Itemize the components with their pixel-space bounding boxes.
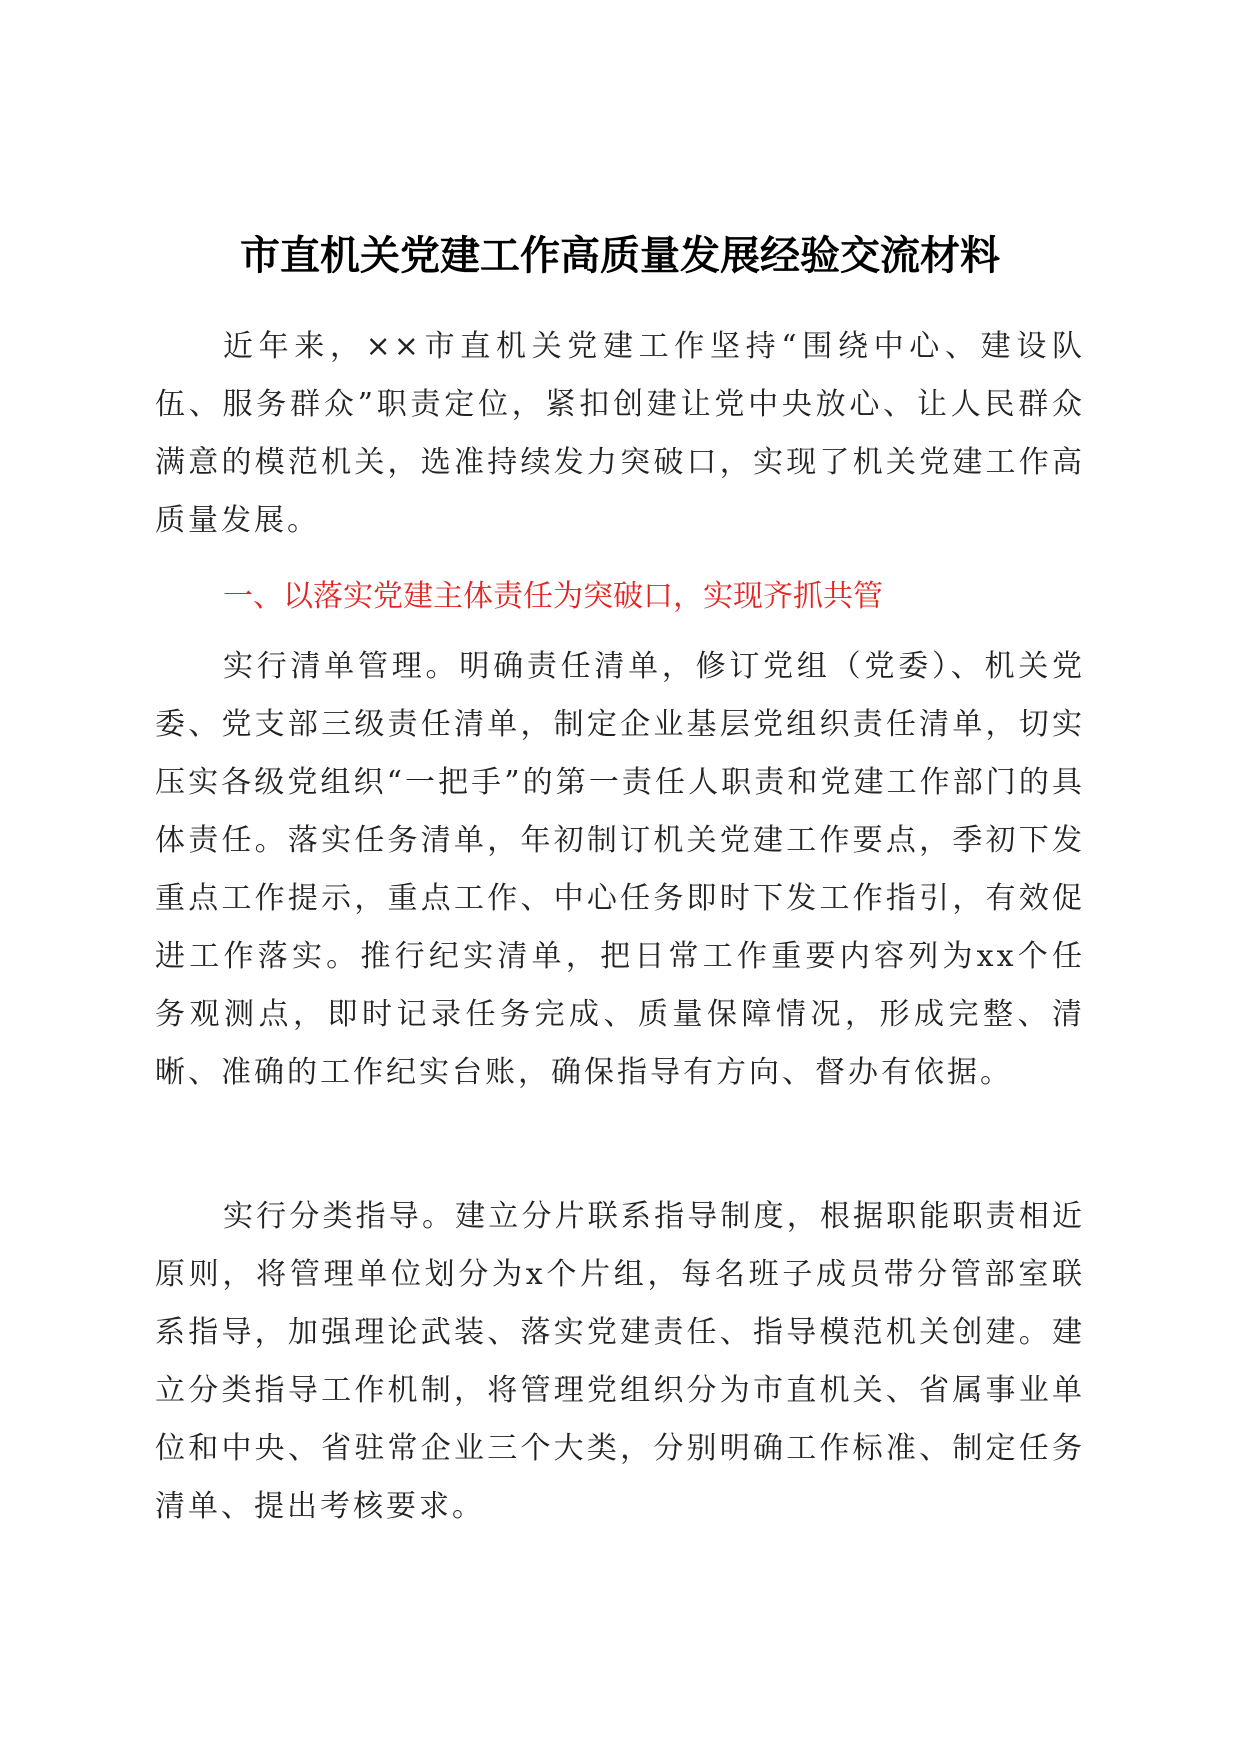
- section-paragraph-classified-guidance: 实行分类指导。建立分片联系指导制度，根据职能职责相近原则，将管理单位划分为x个片组，每名班子成员带分管部室联系指导，加强理论武装、落实党建责任、指导模范机关创建。建立分类指导工作机制，将管理党组织分为市直机关、省属事业单位和中央、省驻常企业三个大类，分别明确工作标准、制定任务清单、提出考核要求。: [155, 1199, 1085, 1524]
- section-heading: 一、以落实党建主体责任为突破口，实现齐抓共管: [223, 579, 883, 614]
- document-title: 市直机关党建工作高质量发展经验交流材料: [240, 232, 1000, 279]
- intro-paragraph: 近年来，××市直机关党建工作坚持“围绕中心、建设队伍、服务群众”职责定位，紧扣创建让党中央放心、让人民群众满意的模范机关，选准持续发力突破口，实现了机关党建工作高质量发展。: [155, 329, 1085, 538]
- section-paragraph-checklist-management: 实行清单管理。明确责任清单，修订党组（党委）、机关党委、党支部三级责任清单，制定企业基层党组织责任清单，切实压实各级党组织“一把手”的第一责任人职责和党建工作部门的具体责任。落实任务清单，年初制订机关党建工作要点，季初下发重点工作提示，重点工作、中心任务即时下发工作指引，有效促进工作落实。推行纪实清单，把日常工作重要内容列为xx个任务观测点，即时记录任务完成、质量保障情况，形成完整、清晰、准确的工作纪实台账，确保指导有方向、督办有依据。: [155, 649, 1085, 1090]
